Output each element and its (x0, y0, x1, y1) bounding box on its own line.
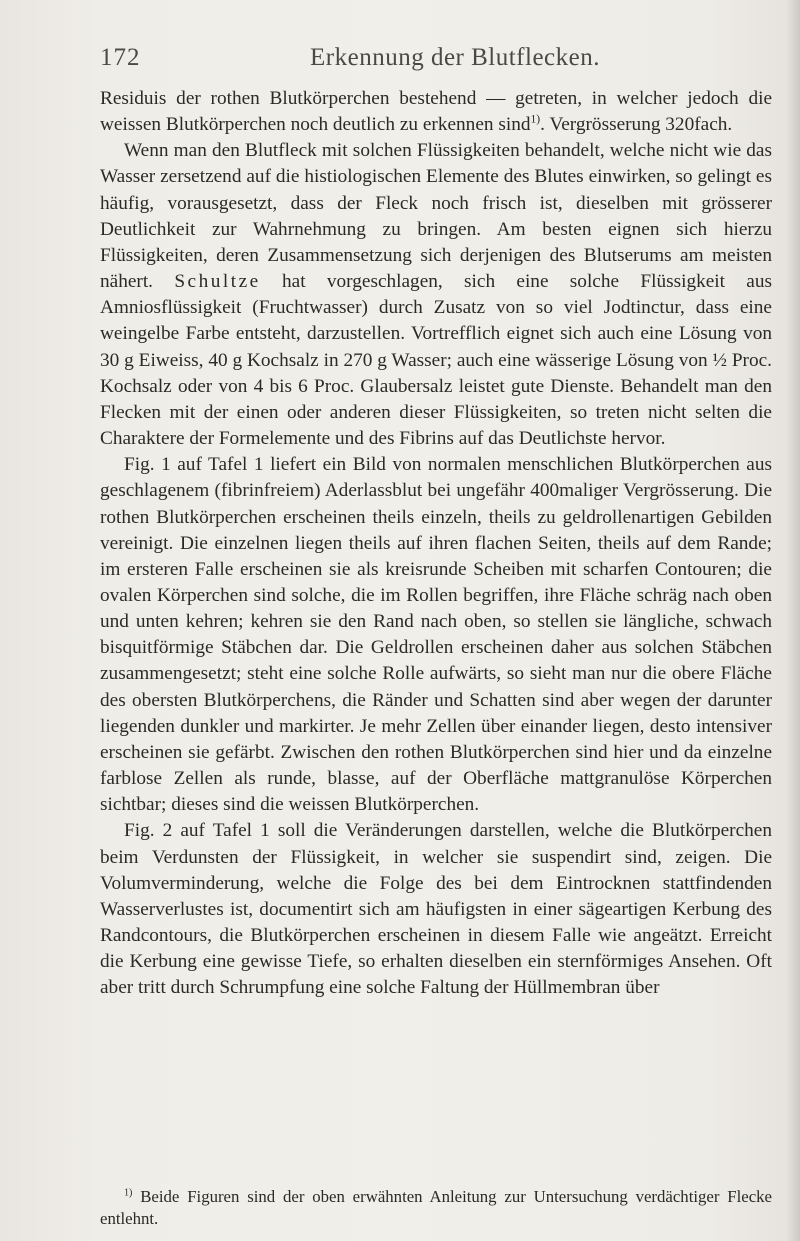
paragraph-2-text-end: hat vorgeschlagen, sich eine solche Flüssigkeit aus Amniosflüssigkeit (Fruchtwasser) durch Zusatz von so viel Jodtinctur, dass eine weingelbe Farbe entsteht, darzustellen. Vortrefflich eignet sich auch eine Lösung von 30 g Eiweiss, 40 g Kochsalz in 270 g Wasser; auch eine wässerige Lösung von ½ Proc. Kochsalz oder von 4 bis 6 Proc. Glaubersalz leistet gute Dienste. Behandelt man den Flecken mit der einen oder anderen dieser Flüssigkeiten, so treten nicht selten die Charaktere der Formelemente und des Fibrins auf das Deutlichste hervor. (100, 271, 773, 450)
page-number: 172 (100, 44, 141, 71)
paragraph-1-text: Residuis der rothen Blutkörperchen bestehend — getreten, in welcher jedoch die weissen Blutkörperchen noch deutlich zu erkennen sind (100, 88, 772, 136)
paragraph-1-text-end: . Vergrösserung 320fach. (540, 114, 733, 136)
body-text (100, 86, 772, 1001)
footnote-body: Beide Figuren sind der oben erwähnten Anleitung zur Untersuchung verdächtiger Flecke entlehnt. (100, 1187, 772, 1228)
paragraph-4: Fig. 2 auf Tafel 1 soll die Veränderungen darstellen, welche die Blutkörperchen beim Verdunsten der Flüssigkeit, in welcher sie suspendirt sind, zeigen. Die Volumverminderung, welche die Folge des bei dem Eintrocknen stattfindenden Wasserverlustes ist, documentirt sich am häufigsten in einer sägeartigen Kerbung des Randcontours, die Blutkörperchen erscheinen in diesem Falle wie angeätzt. Erreicht die Kerbung eine gewisse Tiefe, so erhalten dieselben ein sternförmiges Ansehen. Oft aber tritt durch Schrumpfung eine solche Faltung der Hüllmembran über (100, 820, 772, 999)
page-edge-shadow (786, 0, 800, 1241)
footnote-marker: 1) (124, 1187, 133, 1199)
page-header (100, 44, 770, 80)
paragraph-1 (100, 86, 772, 138)
running-title: Erkennung der Blutflecken. (310, 44, 600, 71)
footnote (100, 1186, 772, 1230)
author-name: Schultze (174, 271, 261, 293)
footnote-text (100, 1186, 772, 1230)
paragraph-2 (100, 138, 772, 452)
paragraph-3: Fig. 1 auf Tafel 1 liefert ein Bild von normalen menschlichen Blutkörperchen aus geschlagenem (fibrinfreiem) Aderlassblut bei ungefähr 400maliger Vergrösserung. Die rothen Blutkörperchen erscheinen theils einzeln, theils zu geldrollenartigen Gebilden vereinigt. Die einzelnen liegen theils auf ihren flachen Seiten, theils auf dem Rande; im ersteren Falle erscheinen sie als kreisrunde Scheiben mit scharfen Contouren; die ovalen Körperchen sind solche, die im Rollen begriffen, ihre Fläche schräg nach oben und unten kehren; kehren sie den Rand nach oben, so stellen sie längliche, schwach bisquitförmige Stäbchen dar. Die Geldrollen erscheinen daher aus solchen Stäbchen zusammengesetzt; steht eine solche Rolle aufwärts, so sieht man nur die obere Fläche des obersten Blutkörperchens, die Ränder und Schatten sind aber wegen der darunter liegenden dunkler und markirter. Je mehr Zellen über einander liegen, desto intensiver erscheinen sie gefärbt. Zwischen den rothen Blutkörperchen sind hier und da einzelne farblose Zellen als runde, blasse, auf der Oberfläche mattgranulöse Körperchen sichtbar; dieses sind die weissen Blutkörperchen. (100, 454, 772, 816)
paragraph-2-text: Wenn man den Blutfleck mit solchen Flüssigkeiten behandelt, welche nicht wie das Wasser zersetzend auf die histiologischen Elemente des Blutes einwirken, so gelingt es häufig, vorausgesetzt, dass der Fleck noch frisch ist, dieselben mit grösserer Deutlichkeit zur Wahrnehmung zu bringen. Am besten eignen sich hierzu Flüssigkeiten, deren Zusammensetzung sich derjenigen des Blutserums am meisten nähert. (100, 140, 772, 293)
footnote-reference: 1) (530, 112, 541, 126)
